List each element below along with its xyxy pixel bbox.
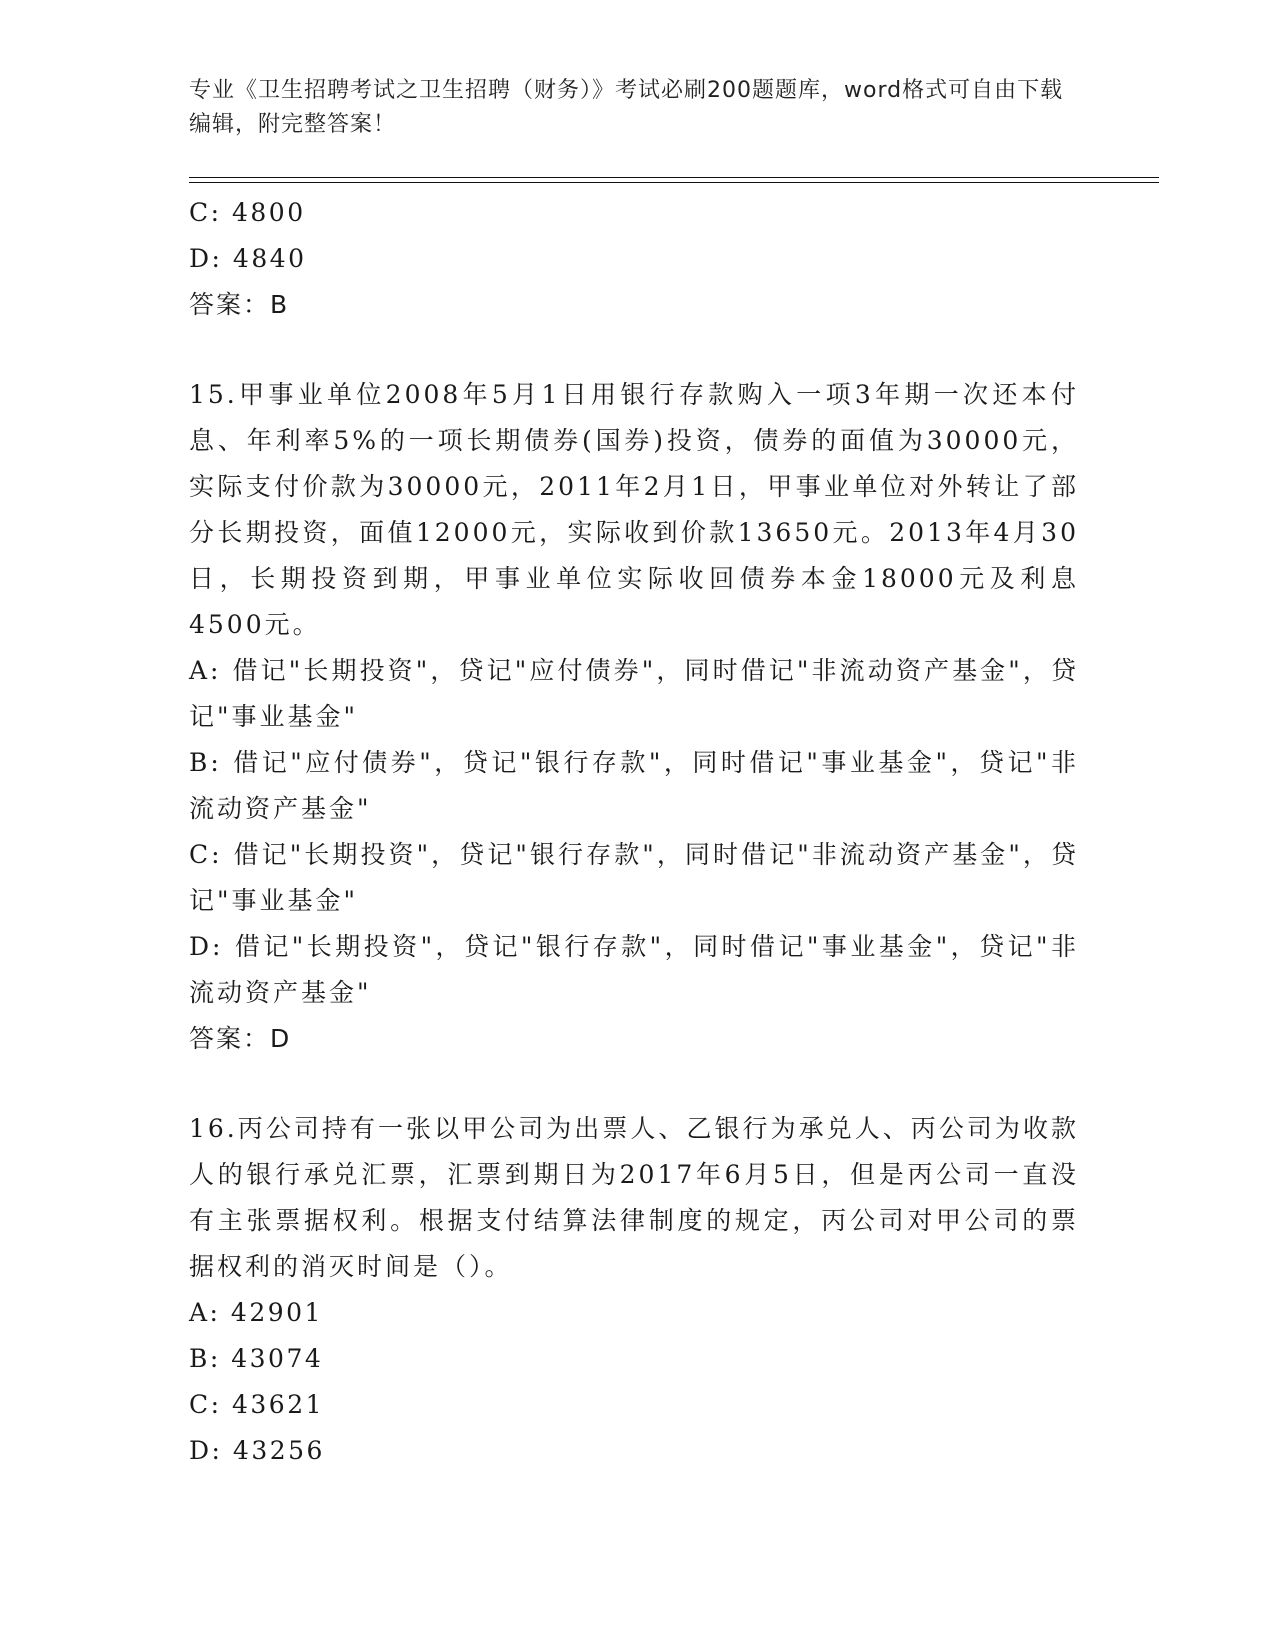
answer-line: 答案：D xyxy=(189,1024,292,1053)
option-c: C: 借记"长期投资"，贷记"银行存款"，同时借记"非流动资产基金"，贷记"事业基金" xyxy=(189,840,1079,915)
option-d: D: 4840 xyxy=(189,244,307,273)
option-b: B: 43074 xyxy=(189,1344,324,1373)
option-d: D: 43256 xyxy=(189,1436,325,1465)
option-c: C: 4800 xyxy=(189,198,306,227)
option-a: A: 借记"长期投资"，贷记"应付债券"，同时借记"非流动资产基金"，贷记"事业基金" xyxy=(189,656,1079,731)
option-b: B: 借记"应付债券"，贷记"银行存款"，同时借记"事业基金"，贷记"非流动资产基金" xyxy=(189,748,1079,823)
answer-line: 答案：B xyxy=(189,290,290,319)
option-c: C: 43621 xyxy=(189,1390,325,1419)
document-body xyxy=(189,190,1079,1474)
question-stem: 16.丙公司持有一张以甲公司为出票人、乙银行为承兑人、丙公司为收款人的银行承兑汇票，汇票到期日为2017年6月5日，但是丙公司一直没有主张票据权利。根据支付结算法律制度的规定，丙公司对甲公司的票据权利的消灭时间是（）。 xyxy=(189,1114,1079,1281)
header-rule-bottom xyxy=(189,182,1159,183)
option-a: A: 42901 xyxy=(189,1298,323,1327)
option-d: D: 借记"长期投资"，贷记"银行存款"，同时借记"事业基金"，贷记"非流动资产基金" xyxy=(189,932,1079,1007)
prev-question-tail xyxy=(189,190,1079,328)
question-16 xyxy=(189,1106,1079,1474)
document-header: 专业《卫生招聘考试之卫生招聘（财务）》考试必刷200题题库，word格式可自由下载编辑，附完整答案！ xyxy=(189,78,1064,137)
question-15 xyxy=(189,372,1079,1062)
header-rule-top xyxy=(189,177,1159,178)
question-stem: 15.甲事业单位2008年5月1日用银行存款购入一项3年期一次还本付息、年利率5%的一项长期债券(国券)投资，债券的面值为30000元，实际支付价款为30000元，2011年2月1日，甲事业单位对外转让了部分长期投资，面值12000元，实际收到价款13650元。2013年4月30日，长期投资到期，甲事业单位实际收回债券本金18000元及利息4500元。 xyxy=(189,380,1079,639)
